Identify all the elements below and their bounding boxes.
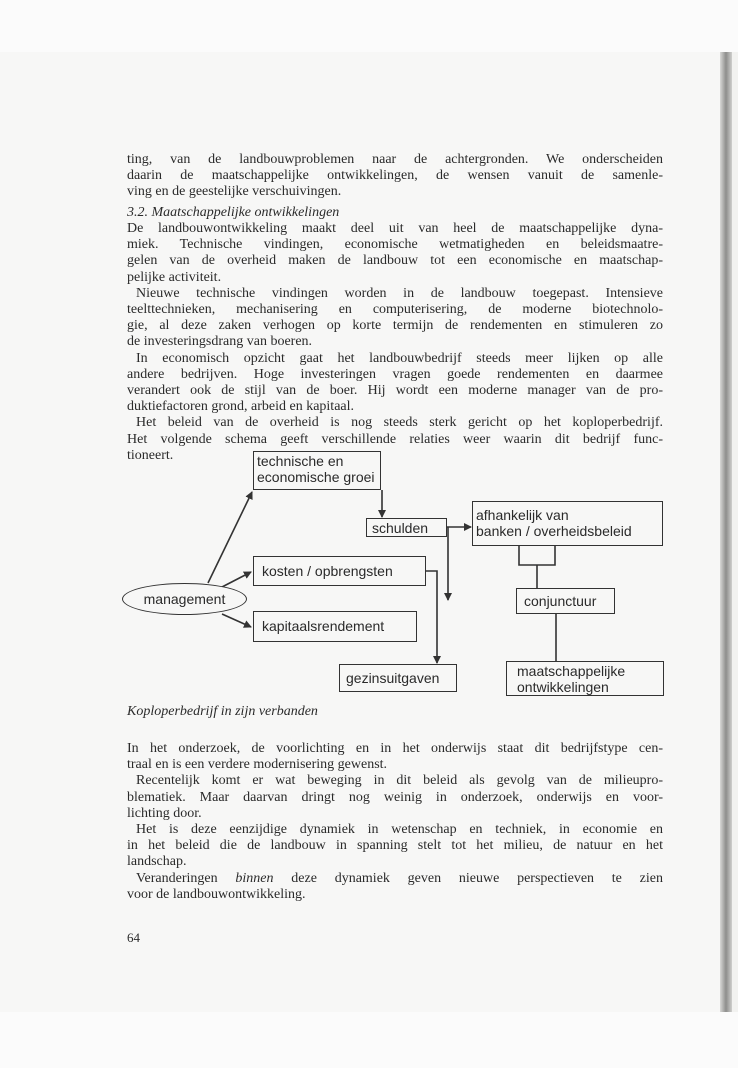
text-line: gelen van de overheid maken de landbouw tot een economische en maatschap- xyxy=(127,253,663,269)
text-line: In economisch opzicht gaat het landbouwbedrijf steeds meer lijken op alle xyxy=(136,350,663,366)
box-label: afhankelijk van xyxy=(476,507,569,523)
text-line: De landbouwontwikkeling maakt deel uit van heel de maatschappelijke dyna- xyxy=(127,221,663,236)
box-label: maatschappelijke xyxy=(517,663,626,679)
arrow-management-kosten xyxy=(222,572,251,587)
text-line: Nieuwe technische vindingen worden in de landbouw toegepast. Intensieve xyxy=(136,285,663,301)
text-span: deze dynamiek geven nieuwe perspectieven te zien xyxy=(273,870,663,886)
text-line: Het is deze eenzijdige dynamiek in wetenschap en techniek, in economie en xyxy=(136,822,663,837)
arrow-kosten-gezin xyxy=(426,571,437,663)
text-line: voor de landbouwontwikkeling. xyxy=(127,886,306,902)
arrow-management-technische xyxy=(208,492,252,583)
box-maatschappelijke-ontwikkelingen xyxy=(506,661,664,696)
box-technische-groei xyxy=(253,451,381,490)
emphasis: binnen xyxy=(235,870,274,886)
text-line: In het onderzoek, de voorlichting en in het onderwijs staat dit bedrijfstype cen- xyxy=(127,741,663,756)
text-line: blematiek. Maar daarvan dringt nog weinig in onderzoek, onderwijs en voor- xyxy=(127,789,663,805)
box-label: banken / overheidsbeleid xyxy=(476,523,632,539)
box-label: ontwikkelingen xyxy=(517,679,609,695)
text-line: landschap. xyxy=(127,854,187,870)
text-line: Recentelijk komt er wat beweging in dit beleid als gevolg van de milieupro- xyxy=(136,773,663,789)
box-kapitaalsrendement: kapitaalsrendement xyxy=(253,611,417,642)
text-line: verandert ook de stijl van de boer. Hij wordt een moderne manager van de pro- xyxy=(127,383,663,398)
figure-caption: Koploperbedrijf in zijn verbanden xyxy=(127,704,318,719)
text-line xyxy=(127,871,663,887)
text-line: ving en de geestelijke verschuivingen. xyxy=(127,184,342,200)
text-line: andere bedrijven. Hoge investeringen vragen goede rendementen en daarmee xyxy=(127,366,663,382)
box-schulden: schulden xyxy=(366,518,447,537)
text-line: miek. Technische vindingen, economische wetmatigheden en beleidsmaatre- xyxy=(127,237,663,253)
box-afhankelijk xyxy=(472,501,663,546)
box-conjunctuur: conjunctuur xyxy=(516,588,615,614)
box-label: economische groei xyxy=(257,469,375,485)
text-line: in het beleid die de landbouw in spanning stelt tot het milieu, de natuur en het xyxy=(127,838,663,854)
text-line: lichting door. xyxy=(127,805,202,821)
arrow-management-kapitaal xyxy=(222,614,251,627)
page-number: 64 xyxy=(127,930,140,945)
text-line: gie, al deze zaken verhogen op korte termijn de rendementen en stimuleren zo xyxy=(127,318,663,334)
ellipse-management: management xyxy=(122,583,247,615)
box-gezinsuitgaven: gezinsuitgaven xyxy=(339,664,457,692)
section-heading: 3.2. Maatschappelijke ontwikkelingen xyxy=(127,205,340,220)
text-line: Het beleid van de overheid is nog steeds sterk gericht op het koploperbedrijf. xyxy=(136,415,663,431)
bracket-afhankelijk xyxy=(519,546,555,565)
text-line: tioneert. xyxy=(127,447,174,463)
text-line: pelijke activiteit. xyxy=(127,269,222,285)
text-line: Het volgende schema geeft verschillende relaties weer waarin dit bedrijf func- xyxy=(127,431,663,447)
text-line: traal en is een verdere modernisering gewenst. xyxy=(127,757,388,773)
text-span: Veranderingen xyxy=(136,870,236,886)
box-label: technische en xyxy=(257,453,344,469)
text-line: ting, van de landbouwproblemen naar de achtergronden. We onderscheiden xyxy=(127,152,663,167)
text-line: de investeringsdrang van boeren. xyxy=(127,334,313,350)
text-line: duktiefactoren grond, arbeid en kapitaal. xyxy=(127,399,355,415)
box-kosten: kosten / opbrengsten xyxy=(253,556,426,586)
text-line: teelttechnieken, mechanisering en computerisering, de moderne biotechnolo- xyxy=(127,302,663,317)
text-line: daarin de maatschappelijke ontwikkelingen, de wensen vanuit de samenle- xyxy=(127,168,663,184)
